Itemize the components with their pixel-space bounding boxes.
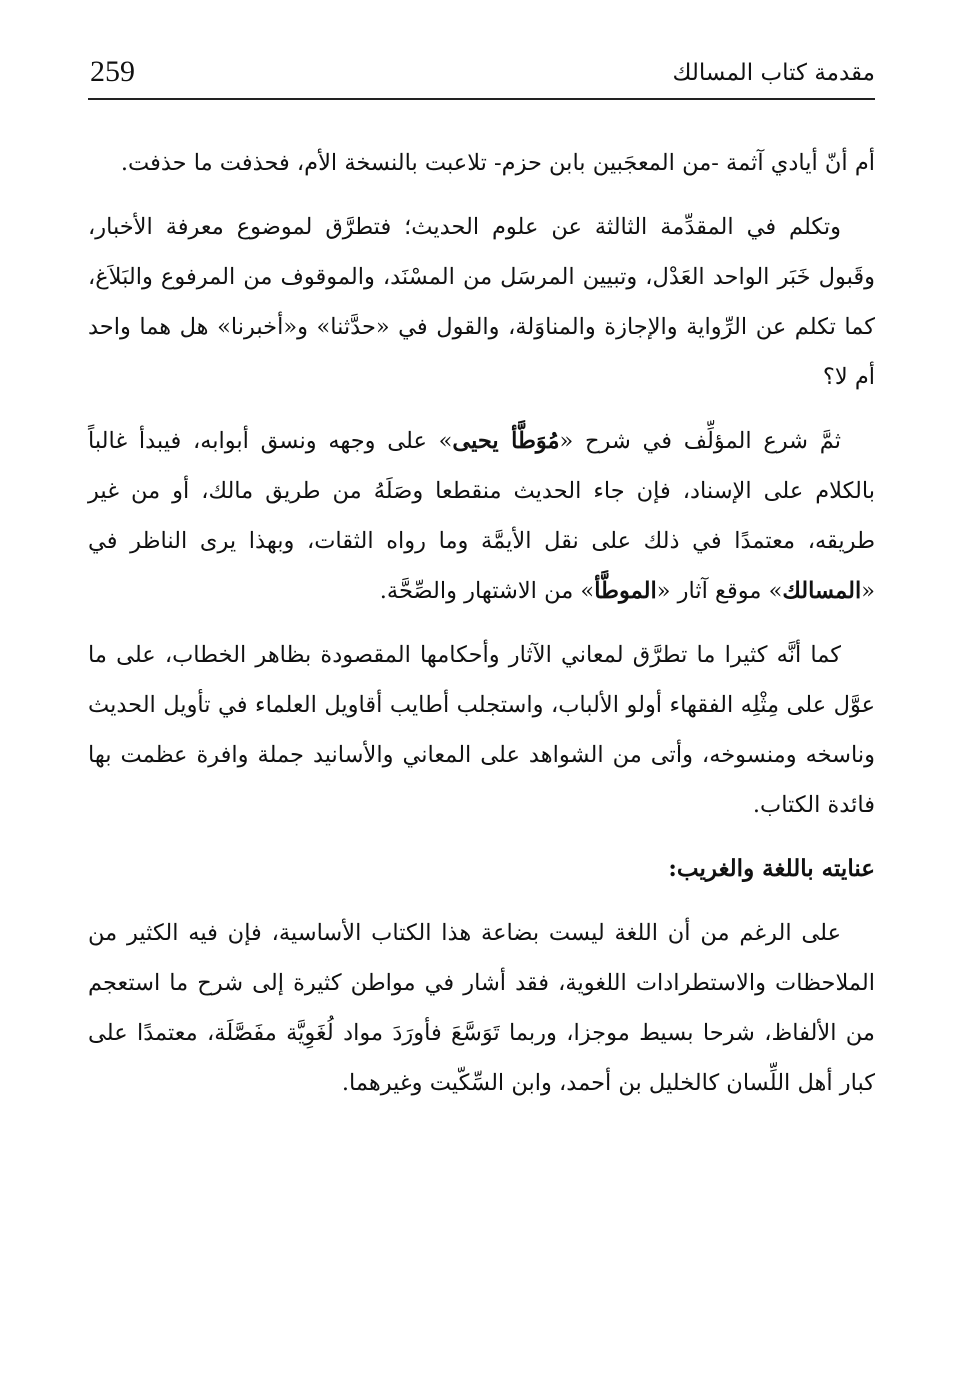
paragraph-3-text-a: ثمَّ شرع المؤلِّف في شرح « xyxy=(559,428,841,454)
paragraph-2: وتكلم في المقدِّمة الثالثة عن علوم الحديث؛ فتطرَّق لموضوع معرفة الأخبار، وقَبول خَبَر الواحد العَدْل، وتبيين المرسَل من المسْنَد، والموقوف من المرفوع والبَلاَغ، كما تكلم عن الرِّواية والإجازة والمناوَلة، والقول في «حدَّثنا» و«أخبرنا» هل هما واحد أم لا؟ xyxy=(88,214,875,390)
header-divider xyxy=(88,98,875,100)
section-heading: عنايته باللغة والغريب: xyxy=(668,855,875,882)
page-header xyxy=(88,52,875,98)
page-number: 259 xyxy=(90,55,135,88)
paragraph-5: على الرغم من أن اللغة ليست بضاعة هذا الكتاب الأساسية، فإن فيه الكثير من الملاحظات والاستطرادات اللغوية، فقد أشار في مواطن كثيرة إلى شرح ما استعجم من الألفاظ، شرحا بسيط موجزا، وربما تَوَسَّعَ فأورَدَ مواد لُغَوِيَّة مفَصَّلَة، معتمدًا على كبار أهل اللِّسان كالخليل بن أحمد، وابن السِّكّيت وغيرهما. xyxy=(88,920,875,1096)
book-title-muwatta: الموطَّأ xyxy=(594,578,657,604)
paragraph-4: كما أنَّه كثيرا ما تطرَّق لمعاني الآثار وأحكامها المقصودة بظاهر الخطاب، على ما عوَّل على مِثْلِه الفقهاء أولو الألباب، واستجلب أطايب أقاويل العلماء في تأويل الحديث وناسخه ومنسوخه، وأتى من الشواهد على المعاني والأسانيد جملة وافرة عظمت بها فائدة الكتاب. xyxy=(88,642,875,818)
running-title: مقدمة كتاب المسالك xyxy=(672,60,875,86)
book-title-muwatta-yahya: مُوَطَّأ يحيى xyxy=(452,428,560,454)
paragraph-3-text-c: » موقع آثار « xyxy=(656,578,783,604)
page-body xyxy=(88,138,875,1122)
paragraph-3 xyxy=(88,416,875,616)
paragraph-1: أم أنّ أيادي آثمة -من المعجَبين بابن حزم- تلاعبت بالنسخة الأم، فحذفت ما حذفت. xyxy=(120,150,875,176)
paragraph-3-text-d: » من الاشتهار والصِّحَّة. xyxy=(379,578,595,604)
paragraph-3-text-b: » على وجهه ونسق أبوابه، فيبدأ غالباً بالكلام على الإسناد، فإن جاء الحديث منقطعا وصَلَهُ من طريق مالك، أو من غير طريقه، معتمدًا في ذلك على نقل الأيمَّة وما رواه الثقات، وبهذا يرى الناظر في « xyxy=(88,428,875,604)
book-title-masalik: المسالك xyxy=(782,578,862,604)
